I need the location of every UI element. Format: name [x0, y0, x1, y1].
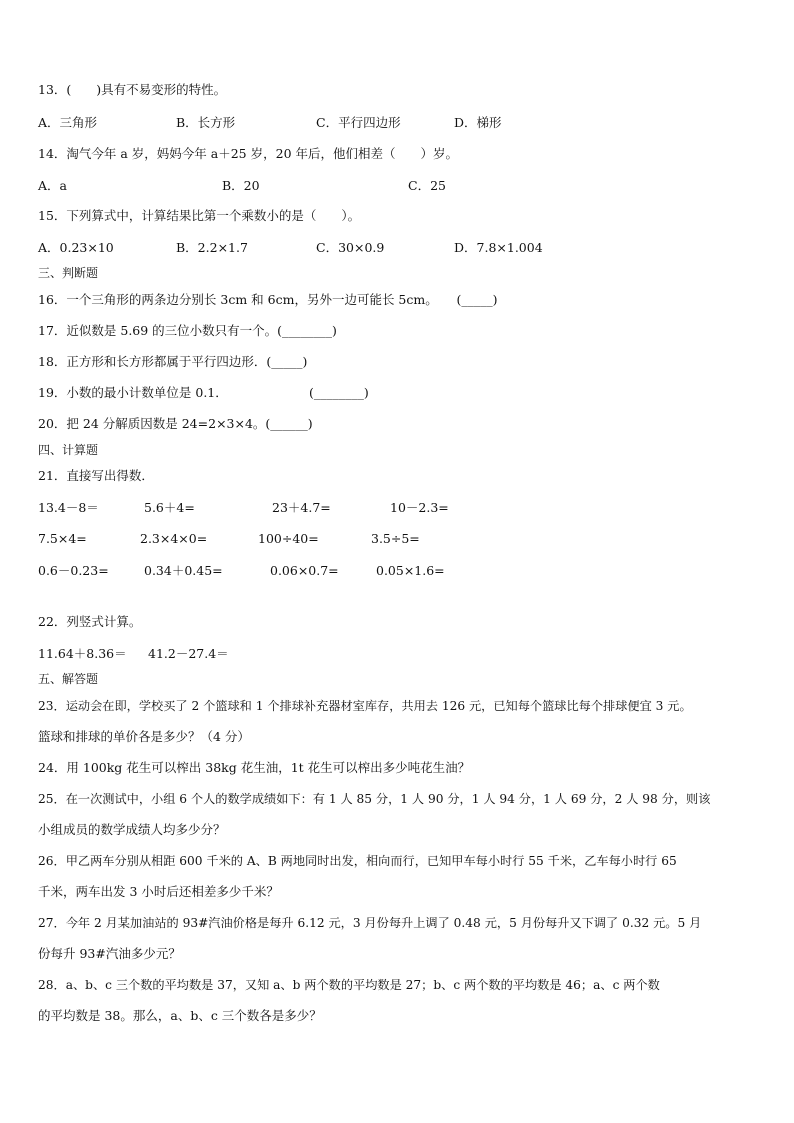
question-17: 17．近似数是 5.69 的三位小数只有一个。(________) [38, 323, 337, 338]
calc-item: 5.6＋4= [144, 500, 195, 515]
q13-option-c: C．平行四边形 [316, 115, 401, 130]
q15-option-a: A．0.23×10 [38, 240, 114, 255]
question-25-line-2: 小组成员的数学成绩人均多少分？ [38, 822, 226, 837]
calc-item: 0.05×1.6= [376, 563, 445, 578]
section-5-heading: 五、解答题 [38, 672, 99, 686]
question-28-line-1: 28．a、b、c 三个数的平均数是 37，又知 a、b 两个数的平均数是 27；b、c 两个数的平均数是 46；a、c 两个数 [38, 978, 660, 992]
question-14-stem: 14．淘气今年 a 岁，妈妈今年 a＋25 岁，20 年后，他们相差（ ）岁。 [38, 146, 458, 161]
question-27-line-2: 份每升 93#汽油多少元？ [38, 946, 181, 961]
calc-item: 0.6－0.23= [38, 563, 109, 578]
question-24: 24．用 100kg 花生可以榨出 38kg 花生油，1t 花生可以榨出多少吨花生油？ [38, 760, 471, 775]
calc-item: 23＋4.7= [272, 500, 331, 515]
q14-option-b: B．20 [222, 178, 260, 193]
question-28-line-2: 的平均数是 38。那么，a、b、c 三个数各是多少？ [38, 1008, 322, 1023]
question-19: 19．小数的最小计数单位是 0.1． (________) [38, 385, 369, 400]
q15-option-b: B．2.2×1.7 [176, 240, 248, 255]
section-3-heading: 三、判断题 [38, 266, 99, 280]
question-13-stem: 13．( )具有不易变形的特性。 [38, 82, 227, 97]
q14-option-a: A．a [38, 178, 67, 193]
question-21-stem: 21．直接写出得数． [38, 468, 154, 483]
question-27-line-1: 27．今年 2 月某加油站的 93#汽油价格是每升 6.12 元，3 月份每升上调了 0.48 元，5 月份每升又下调了 0.32 元。5 月 [38, 916, 702, 930]
vertical-calc-item: 11.64＋8.36＝ [38, 646, 127, 661]
question-22-stem: 22．列竖式计算。 [38, 614, 142, 629]
question-23-line-1: 23．运动会在即，学校买了 2 个篮球和 1 个排球补充器材室库存，共用去 126 元，已知每个篮球比每个排球便宜 3 元。 [38, 699, 692, 713]
q13-option-a: A．三角形 [38, 115, 98, 130]
q14-option-c: C．25 [408, 178, 446, 193]
calc-item: 0.34＋0.45= [144, 563, 223, 578]
calc-item: 2.3×4×0= [140, 531, 208, 546]
question-20: 20．把 24 分解质因数是 24=2×3×4。(______) [38, 416, 313, 431]
vertical-calc-item: 41.2－27.4＝ [148, 646, 229, 661]
q13-option-b: B．长方形 [176, 115, 236, 130]
question-16: 16．一个三角形的两条边分别长 3cm 和 6cm，另外一边可能长 5cm。 (_____) [38, 292, 498, 307]
question-26-line-1: 26．甲乙两车分别从相距 600 千米的 A、B 两地同时出发，相向而行，已知甲车每小时行 55 千米，乙车每小时行 65 [38, 854, 677, 868]
calc-item: 13.4－8＝ [38, 500, 99, 515]
q13-option-d: D．梯形 [454, 115, 502, 130]
q15-option-c: C．30×0.9 [316, 240, 385, 255]
calc-item: 100÷40= [258, 531, 319, 546]
question-23-line-2: 篮球和排球的单价各是多少？（4 分） [38, 729, 250, 744]
section-4-heading: 四、计算题 [38, 443, 99, 457]
question-25-line-1: 25．在一次测试中，小组 6 个人的数学成绩如下：有 1 人 85 分，1 人 90 分，1 人 94 分，1 人 69 分，2 人 98 分，则该 [38, 792, 711, 806]
question-15-stem: 15．下列算式中，计算结果比第一个乘数小的是（ ）。 [38, 208, 361, 223]
q15-option-d: D．7.8×1.004 [454, 240, 543, 255]
question-26-line-2: 千米，两车出发 3 小时后还相差多少千米？ [38, 884, 279, 899]
question-18: 18．正方形和长方形都属于平行四边形．(_____) [38, 354, 308, 369]
calc-item: 7.5×4= [38, 531, 87, 546]
calc-item: 0.06×0.7= [270, 563, 339, 578]
calc-item: 3.5÷5= [371, 531, 420, 546]
calc-item: 10－2.3= [390, 500, 449, 515]
